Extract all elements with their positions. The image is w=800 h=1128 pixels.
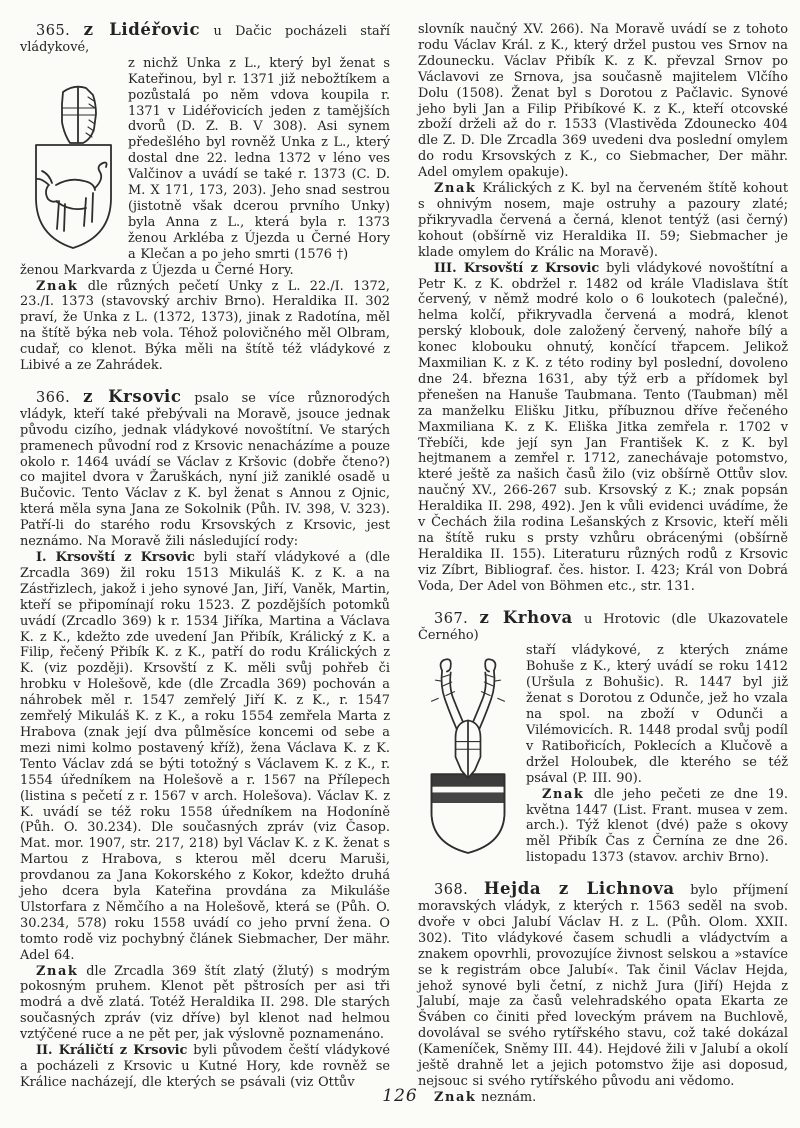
entry-367-lead-text: u Hrotovic (dle Ukazovatele Černého) [418, 611, 788, 643]
entry-366-znak-2-paragraph [418, 181, 788, 261]
entry-368-heading-paragraph [418, 881, 788, 1090]
entry-367 [418, 607, 788, 867]
entry-367-number: 367. [434, 610, 469, 627]
entry-367-name: z Krhova [479, 607, 573, 627]
entry-366-znak-2-text: Králických z K. byl na červeném štítě kohout s ohnivým nosem, maje ostruhy a pazoury zlaté; přikryvadla červená a černá, klenot tentýž (asi černý) kohout (obšírně viz Heraldika II. 59; Siebmacher je klade omylem do Králic na Moravě). [418, 181, 789, 260]
znak-label: Znak [36, 278, 79, 294]
banded-shield-with-arms-crest-icon [420, 649, 516, 861]
entry-366-znak-1-paragraph [20, 964, 390, 1044]
entry-368-znak-text: neznám. [481, 1089, 537, 1105]
entry-368-name: Hejda z Lichnova [483, 879, 675, 899]
liderovic-coat-of-arms [20, 56, 128, 260]
entry-367-heading [418, 607, 788, 644]
znak-label: Znak [434, 181, 477, 197]
entry-366-continuation [418, 22, 788, 595]
entry-368-number: 368. [434, 882, 469, 899]
entry-366-continuation-text: slovník naučný XV. 266). Na Moravě uvádí se z tohoto rodu Václav Král. z K., který držel pustou ves Srnov na Zdounecku. Václav Přibík K. z K. převzal Srnov po Václavovi ze Srnova, jsa současně majitelem Vlčího Dolu (1508). Ženat byl s Dorotou z Pačlavic. Synové jeho byli Jan a Filip Přibíkové K. z K., kteří otcovské zboží drželi až do r. 1533 (Vlastivěda Zdounecko 404 dle Z. D. Dle Zrcadla 369 uvedeni dva poslední omylem do rodu Krsovských z K., co Siebmacher, Der mähr. Adel omylem opakuje). [418, 22, 788, 181]
entry-365-heading [20, 22, 390, 56]
entry-366-heading-paragraph [20, 386, 391, 550]
entry-365-znak-text: dle různých pečetí Unky z L. 22./I. 1372, 23./I. 1373 (stavovský archiv Brno). Heraldika II. 302 praví, že Unka z L. (1372, 1373), jinak z Radotína, měl na štítě býka neb vola. Téhož polovičného měl Olbram, cudař, co klenot. Býka měli na štítě též vládykové z Libivé a ze Zahrádek. [20, 278, 390, 374]
entry-365-name: z Lidéřovic [83, 20, 201, 39]
section-1-label: I. Krsovští z Krsovic [36, 550, 195, 565]
bull-shield-with-great-helm-icon [26, 82, 122, 254]
entry-365-number: 365. [36, 23, 71, 39]
section-2-text: byli původem čeští vládykové a pocházeli z Krsovic u Kutné Hory, kde rovněž se Králice nacházejí, dle kterých se psávali (viz Ottův [20, 1043, 391, 1090]
entry-366 [20, 386, 391, 1091]
znak-label: Znak [36, 963, 79, 979]
entry-365-body-tail: ženou Markvarda z Újezda u Černé Hory. [20, 262, 294, 278]
entry-366-section-1 [20, 550, 390, 964]
entry-366-body: psalo se více různorodých vládyk, kteří také přebývali na Moravě, jsouce jednak původu cizího, jednak vládykové novoštítní. Ve starých pramenech původní rod z Krsovic nenacházíme a pouze okolo r. 1464 uvádí se Václav z Kršovic (dobře čteno?) co majitel dvora v Žaruškách, nyní již zaniklé osadě u Bučovic. Tento Václav z K. byl ženat s Annou z Ojnic, která měla syna Jana ze Sokolnik (Půh. IV. 398, V. 323). Patří-li do starého rodu Krsovských z Krsovic, jest neznámo. Na Moravě žili následující rody: [20, 390, 391, 550]
entry-366-number: 366. [36, 389, 71, 406]
entry-366-name: z Krsovic [83, 386, 182, 406]
section-3-text: byli vládykové novoštítní a Petr K. z K. obdržel r. 1482 od krále Vladislava štít červený, v němž modré kolo o 6 loukotech (palečné), helma kolčí, přikryvadla červená a modrá, klenot perský klobouk, dole založený červený, nahoře bílý a konec klobouku ohnutý, končící třapcem. Jelikož Maxmilian K. z K. z této rodiny byl poslední, dovoleno dne 24. března 1631, aby týž erb a přídomek byl přenešen na Hanuše Taubmana. Tento (Taubman) měl za manželku Elišku Jitku, příbuznou dříve řečeného Maxmiliana K. z K. Eliška Jitka zemřela r. 1702 v Třebíči, kde její syn Jan František K. z K. byl hejtmanem a zemřel r. 1712, zanechávaje potomstvo, které ještě za našich časů žilo (viz obšírně Ottův slov. naučný XV., 266-267 sub. Krsovský z K.; znak popsán Heraldika II. 298, 492). Jen k vůli evidenci uvádíme, že v Čechách žila rodina Lešanských z Krsovic, kteří měli na štítě ruku s prsty vzhůru obrácenými (obšírně Heraldika II. 155). Literaturu různých rodů z Krsovic viz Zíbrt, Bibliograf. čes. histor. I. 423; Král von Dobrá Voda, Der Adel von Böhmen etc., str. 131. [418, 260, 789, 594]
entry-367-znak-text: dle jeho pečeti ze dne 19. května 1447 (List. Frant. musea v zem. arch.). Týž klenot (dvé) paže s okovy měl Přibík Čas z Černína ze dne 26. listopadu 1373 (stavov. archiv Brno). [526, 786, 788, 866]
entry-365-body: z nichž Unka z L., který byl ženat s Kateřinou, byl r. 1371 již nebožtíkem a pozůstalá po něm vdova koupila r. 1371 v Lidéřovicích jeden z tamějších dvorů (D. Z. B. V 308). Asi synem předešlého byl rovněž Unka z L., který dostal dne 22. ledna 1372 v léno ves Valčinov a uvádí se také r. 1373 (C. D. M. X 171, 173, 203). Jeho snad sestrou (jistotně však dcerou prvního Unky) byla Anna z L., která byla r. 1373 ženou Arkléba z Újezda u Černé Hory a Klečan a po jeho smrti (1576 †) [128, 55, 390, 262]
entry-366-znak-1-text: dle Zrcadla 369 štít zlatý (žlutý) s modrým pokosným pruhem. Klenot pět pštrosích per asi tři modrá a dvě zlatá. Totéž Heraldika II. 298. Dle starých současných zpráv (viz dříve) byl klenot nad helmou vztýčené ruce a ne pět per, jak výslovně poznamenáno. [20, 963, 390, 1043]
entry-366-section-3 [418, 261, 788, 595]
entry-365 [20, 22, 390, 374]
page-number: 126 [382, 1086, 418, 1106]
section-3-label: III. Krsovští z Krsovic [434, 260, 600, 276]
entry-365-lead-text: u Dačic pocházeli staří vládykové, [20, 24, 390, 55]
right-column [418, 22, 788, 1106]
znak-label: Znak [434, 1089, 477, 1105]
znak-label: Znak [542, 786, 585, 802]
section-1-text: byli staří vládykové a (dle Zrcadla 369) žil roku 1513 Mikuláš K. z K. a na Zástřizlech, jakož i jeho synové Jan, Jiří, Vaněk, Martin, kteří se připomínají roku 1523. Z pozdějších potomků uvádí (Zrcadlo 369) k r. 1534 Jiříka, Martina a Václava K. z K., kdežto zde uvedení Jan Přibík, Králický z K. a Filip, řečený Přibík K. z K., patří do rodu Králických z K. (viz později). Krsovští z K. měli svůj pohřeb či hrobku v Holešově, kde (dle Zrcadla 369) pochován a náhrobek měl r. 1547 zemřelý Jiří K. z K., r. 1547 zemřelý Mikuláš K. z K., a roku 1554 zemřela Marta z Hrabova (znak její dva půlměsíce koncemi od sebe a mezi nimi kolmo postavený kříž), žena Václava K. z K. Tento Václav zdá se býti totožný s Václavem K. z K., r. 1554 úředníkem na Holešově a r. 1567 na Přílepech (listina s pečetí z r. 1567 v arch. Holešova). Václav K. z K. uvádí se též roku 1558 úředníkem na Hodoníně (Půh. O. 30.234). Dle současných zpráv (viz Časop. Mat. mor. 1907, str. 217, 218) byl Václav K. z K. ženat s Martou z Hrabova, s kterou měl dceru Maruši, provdanou za Jana Kokorského z Kokor, kdežto druhá jeho dcera byla Kateřina provdána za Mikuláše Ulstorfara z Němčího a na Holešově, která se (Půh. O. 30.234, 578) roku 1558 uvádí co jeho první žena. O tomto rodě viz pochybný článek Siebmacher, Der mähr. Adel 64. [20, 550, 390, 963]
left-column [20, 22, 390, 1106]
entry-367-body: staří vládykové, z kterých známe Bohuše z K., který uvádí se roku 1412 (Uršula z Bohušic). R. 1447 byl již ženat s Dorotou z Odunče, jež ho vzala na spol. na zboží v Odunči a Vilémovicích. R. 1448 prodal svůj podíl v Ratibořicích, Poklecích a Klučově a držel Holoubek, dle kterého se též psával (P. III. 90). [526, 643, 788, 786]
entry-366-section-2 [20, 1043, 390, 1091]
entry-365-znak-paragraph [20, 279, 390, 374]
entry-368 [418, 881, 788, 1106]
entry-368-body: bylo příjmení moravských vládyk, z kterých r. 1563 seděl na svob. dvoře v obci Jalubí Václav H. z L. (Půh. Olom. XXII. 302). Tito vládykové časem schudli a vládyctvím a znakem opovrhli, provozujíce živnost selskou a »stavíce se k registrám obce Jalubí«. Tak činil Václav Hejda, jehož synové byli četní, z nichž Jura (Jiří) Hejda z Jalubí, maje za časů velehradského opata Ekarta ze Šváben co činiti před loveckým právem na Buchlově, dovolával se svého rytířského stavu, což také dokázal (Kameníček, Sněmy III. 44). Hejdové žili v Jalubí a okolí ještě drahně let a jejich potomstvo žije asi doposud, nejsouc si svého rytířského původu ani vědomo. [418, 883, 788, 1089]
section-2-label: II. Králičtí z Krsovic [36, 1043, 188, 1059]
krhov-coat-of-arms [418, 643, 526, 865]
